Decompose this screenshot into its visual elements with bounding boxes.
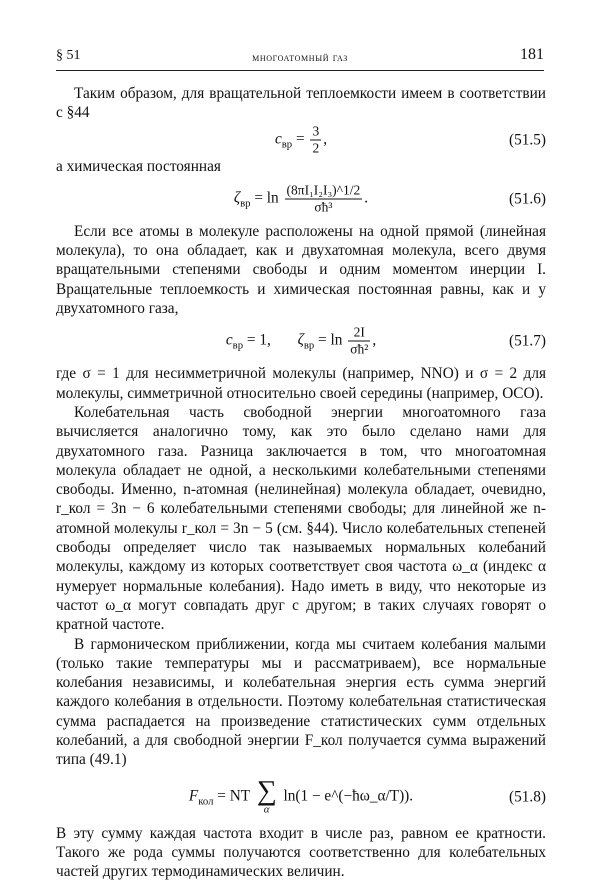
paragraph-1: Таким образом, для вращательной теплоемкости имеем в соответствии с §44 xyxy=(56,85,546,122)
paragraph-5: Колебательная часть свободной энергии многоатомного газа вычисляется аналогично тому, как это было сделано нами для двухатомного газа. Разница заключается в том, что многоатомная молекула обладает не одной, а несколькими колебательными степенями свободы. Именно, n-атомная (нелинейная) молекула обладает, очевидно, r_кол = 3n − 6 колебательными степенями свободы; для линейной же n-атомной молекулы r_кол = 3n − 5 (см. §44). Число колебательных степеней свободы определяет число так называемых нормальных колебаний молекулы, каждому из которых соответствует своя частота ω_α (индекс α нумерует нормальные колебания). Надо иметь в виду, что некоторые из частот ω_α могут совпадать друг с другом; в таких случаях говорят о кратной частоте. xyxy=(56,403,546,634)
eq1-fraction xyxy=(310,123,321,156)
eq1-numerator: 3 xyxy=(312,123,320,139)
eq2-denominator: σħ³ xyxy=(314,199,333,215)
eq2-numerator: (8πI₁I₂I₃)^1/2 xyxy=(286,182,361,198)
equation-51-7 xyxy=(56,320,546,362)
running-header xyxy=(56,46,544,71)
paragraph-3: Если все атомы в молекуле расположены на одной прямой (линейная молекула), то она обладает, как и двухатомная молекула, всего двумя вращательными степенями свободы и одним моментом инерции I. Вращательные теплоемкость и химическая постоянная равны, как и у двухатомного газа, xyxy=(56,222,546,318)
eq4-lhs-sub: кол xyxy=(198,795,214,808)
eq4-lhs: F xyxy=(188,787,199,805)
eq3-tail: , xyxy=(372,331,377,349)
equation-51-5 xyxy=(56,125,546,155)
paragraph-2: а химическая постоянная xyxy=(56,157,221,175)
eq3-part2-sub: вр xyxy=(303,339,315,352)
eq3-part1-rest: = 1, xyxy=(246,331,271,349)
eq3-label: (51.7) xyxy=(509,332,546,350)
eq4-sum xyxy=(256,775,277,816)
paragraph-7: В эту сумму каждая частота входит в числе раз, равном ее кратности. Такого же рода суммы получаются соответственно для колебательных частей других термодинамических величин. xyxy=(56,824,546,881)
eq2-tail: . xyxy=(364,189,369,207)
page-body xyxy=(56,84,546,882)
eq1-lhs: c xyxy=(274,130,282,148)
eq3-fraction xyxy=(348,325,370,358)
eq3-numerator: 2I xyxy=(348,325,370,342)
eq1-label: (51.5) xyxy=(509,130,546,148)
eq2-rel: = ln xyxy=(254,189,279,207)
equation-51-8 xyxy=(56,772,546,822)
page-number: 181 xyxy=(520,46,544,63)
paragraph-6: В гармоническом приближении, когда мы считаем колебания малыми (только такие температуры мы и рассматриваем), все нормальные колебания независимы, и колебательная энергия есть сумма энергий каждого колебания в отдельности. Поэтому колебательная статистическая сумма распадается на произведение статистических сумм отдельных колебаний, а для свободной энергии F_кол получается сумма выражений типа (49.1) xyxy=(56,635,546,769)
running-title: многоатомный газ xyxy=(252,50,348,64)
eq3-denominator: σħ² xyxy=(350,341,369,357)
eq1-tail: , xyxy=(323,130,328,148)
eq2-fraction xyxy=(285,182,363,215)
eq3-part2-rel: = ln xyxy=(318,331,343,349)
eq1-denominator: 2 xyxy=(312,140,320,156)
paragraph-4: где σ = 1 для несимметричной молекулы (например, NNO) и σ = 2 для молекулы, симметричной относительно своей середины (например, OCO). xyxy=(56,365,546,402)
eq3-part1: c xyxy=(225,331,233,349)
eq4-rel: = NT xyxy=(217,787,250,805)
eq3-part1-sub: вр xyxy=(232,339,244,352)
section-number: § 51 xyxy=(56,48,81,63)
eq2-lhs-sub: вр xyxy=(240,197,251,210)
eq4-sum-index: α xyxy=(263,803,270,816)
eq4-label: (51.8) xyxy=(509,787,546,805)
eq1-lhs-sub: вр xyxy=(281,138,293,151)
eq3-part2: ζ xyxy=(297,331,304,349)
eq2-lhs: ζ xyxy=(233,189,241,207)
eq4-sum-symbol: ∑ xyxy=(256,775,277,807)
eq1-rel: = xyxy=(295,130,305,148)
equation-51-6 xyxy=(56,178,546,220)
eq4-body: ln(1 − e^(−ħω_α/T)). xyxy=(283,787,414,805)
eq2-label: (51.6) xyxy=(509,190,546,208)
